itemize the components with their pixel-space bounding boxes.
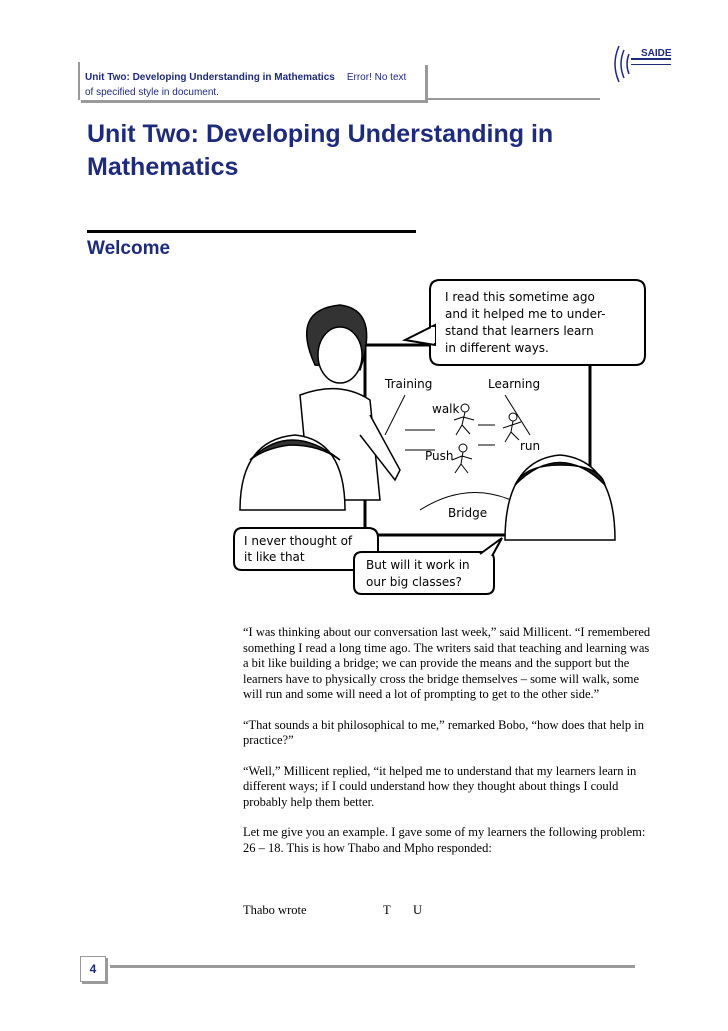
running-header xyxy=(85,70,430,100)
logo-text: SAIDE xyxy=(641,48,672,59)
bubble-top-line-1: I read this sometime ago xyxy=(445,290,595,304)
header-rule xyxy=(426,98,600,100)
header-error-text: Error! No text xyxy=(346,72,407,83)
paragraph: Let me give you an example. I gave some of my learners the following problem: 26 – 18. This is how Thabo and Mpho responded: xyxy=(243,825,646,855)
board-push-label: Push xyxy=(425,449,454,463)
thabo-label: Thabo wrote xyxy=(243,903,307,917)
bubble-top-line-3: stand that learners learn xyxy=(445,324,594,338)
speech-bubble-top xyxy=(405,280,645,365)
saide-logo xyxy=(607,40,675,88)
section-heading: Welcome xyxy=(87,238,171,259)
paragraph: “I was thinking about our conversation last week,” said Millicent. “I remembered something I read a long time ago. The writers said that teaching and learning was a bit like building a bridge; we can provide the means and the support but the learners have to physically cross the bridge themselves – some will walk, some will run and some will need a lot of prompting to get to the other side.” xyxy=(243,625,651,701)
paragraph: “That sounds a bit philosophical to me,” remarked Bobo, “how does that help in practice?” xyxy=(243,717,644,747)
page-number: 4 xyxy=(80,956,106,982)
thabo-response-row xyxy=(243,903,422,918)
bubble-left-line-1: I never thought of xyxy=(244,534,353,548)
bubble-left-line-2: it like that xyxy=(244,550,305,564)
board-learning-label: Learning xyxy=(488,377,541,391)
bubble-top-line-4: in different ways. xyxy=(445,341,549,355)
board-training-label: Training xyxy=(385,377,433,391)
column-u: U xyxy=(413,903,423,917)
header-unit-label: Unit Two: Developing Understanding in Mathematics xyxy=(85,72,335,83)
bubble-right-line-1: But will it work in xyxy=(366,558,470,572)
column-t: T xyxy=(383,903,391,917)
header-error-text-cont: of specified style in document. xyxy=(85,87,219,98)
board-run-label: run xyxy=(520,439,541,453)
body-text xyxy=(243,625,653,871)
bubble-right-line-2: our big classes? xyxy=(366,575,462,589)
paragraph: “Well,” Millicent replied, “it helped me to understand that my learners learn in different ways; if I could understand how they thought about things I could probably help them better. xyxy=(243,763,637,809)
board-walk-label: walk xyxy=(432,402,460,416)
bubble-top-line-2: and it helped me to under- xyxy=(445,307,606,321)
cartoon-illustration xyxy=(230,270,660,610)
board-bridge-label: Bridge xyxy=(448,506,488,520)
footer-rule xyxy=(110,965,635,968)
section-rule xyxy=(87,230,416,233)
page-title: Unit Two: Developing Understanding in Mathematics xyxy=(87,120,554,181)
